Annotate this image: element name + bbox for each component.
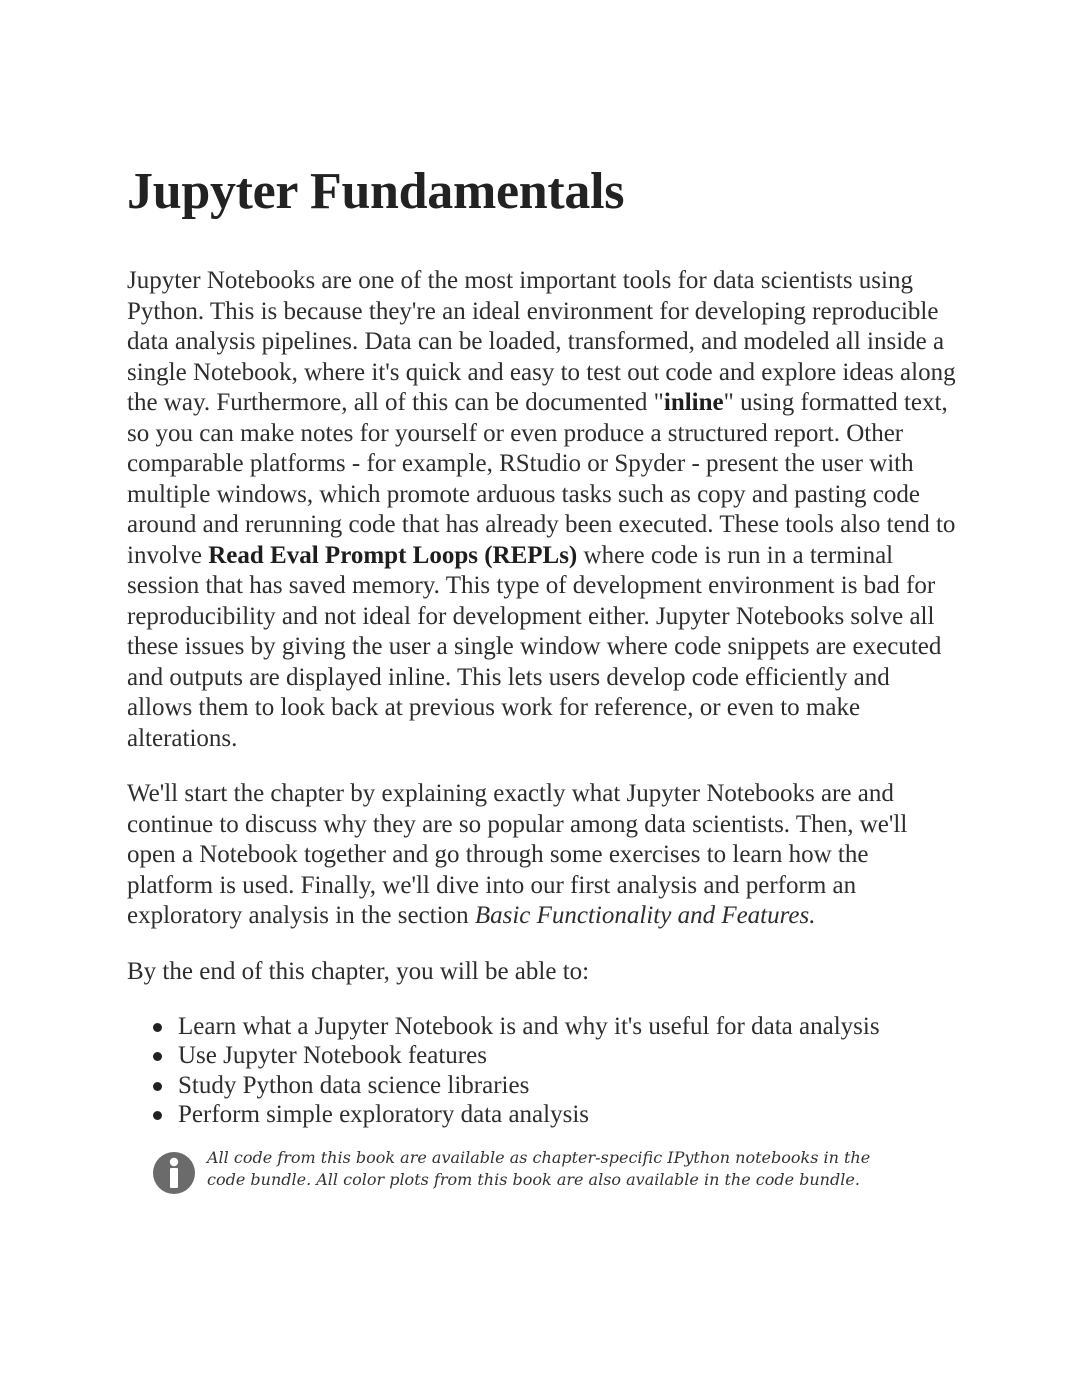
list-item-text: Learn what a Jupyter Notebook is and why it's useful for data analysis bbox=[178, 1013, 880, 1040]
page-content bbox=[127, 160, 957, 1194]
objectives-list bbox=[127, 1012, 957, 1129]
info-icon bbox=[153, 1152, 195, 1194]
intro-text-1: Jupyter Notebooks are one of the most important tools for data scientists using Python. This is because they're an ideal environment for developing reproducible data analysis pipelines. Data can be loaded, transformed, and modeled all inside a single Notebook, where it's quick and easy to test out code and explore ideas along the way. Furthermore, all of this can be documented " bbox=[127, 267, 956, 416]
note-text: All code from this book are available as chapter-specific IPython notebooks in the code bundle. All color plots from this book are also available in the code bundle. bbox=[207, 1148, 871, 1190]
list-item bbox=[178, 1071, 957, 1100]
info-note bbox=[153, 1147, 957, 1194]
bullet-icon bbox=[153, 1082, 162, 1091]
page-title: Jupyter Fundamentals bbox=[127, 163, 625, 220]
intro-bold-repls: Read Eval Prompt Loops (REPLs) bbox=[208, 541, 578, 569]
intro-paragraph bbox=[127, 266, 957, 754]
list-item-text: Perform simple exploratory data analysis bbox=[178, 1100, 589, 1128]
objectives-intro: By the end of this chapter, you will be able to: bbox=[127, 957, 590, 985]
list-item bbox=[178, 1100, 957, 1129]
bullet-icon bbox=[153, 1023, 162, 1032]
list-item bbox=[178, 1041, 957, 1070]
bullet-icon bbox=[153, 1111, 162, 1120]
overview-italic-section: Basic Functionality and Features. bbox=[474, 902, 816, 929]
overview-paragraph bbox=[127, 779, 957, 932]
overview-text: We'll start the chapter by explaining exactly what Jupyter Notebooks are and continue to discuss why they are so popular among data scientists. Then, we'll open a Notebook together and go through some exercises to learn how the platform is used. Finally, we'll dive into our first analysis and perform an exploratory analysis in the section bbox=[127, 780, 908, 929]
list-item-text: Use Jupyter Notebook features bbox=[178, 1042, 487, 1070]
bullet-icon bbox=[153, 1052, 162, 1061]
list-item-text: Study Python data science libraries bbox=[178, 1071, 530, 1099]
list-item bbox=[178, 1012, 957, 1041]
intro-text-3: where code is run in a terminal session that has saved memory. This type of development environment is bad for reproducibility and not ideal for development either. Jupyter Notebooks solve all these issues by giving the user a single window where code snippets are executed and outputs are displayed inline. This lets users develop code efficiently and allows them to look back at previous work for reference, or even to make alterations. bbox=[127, 541, 942, 752]
intro-bold-inline: inline bbox=[663, 389, 724, 416]
intro-text-2: " using formatted text, so you can make notes for yourself or even produce a structured report. Other comparable platforms - for example, RStudio or Spyder - present the user with multiple windows, which promote arduous tasks such as copy and pasting code around and rerunning code that has already been executed. These tools also tend to involve bbox=[127, 389, 956, 569]
